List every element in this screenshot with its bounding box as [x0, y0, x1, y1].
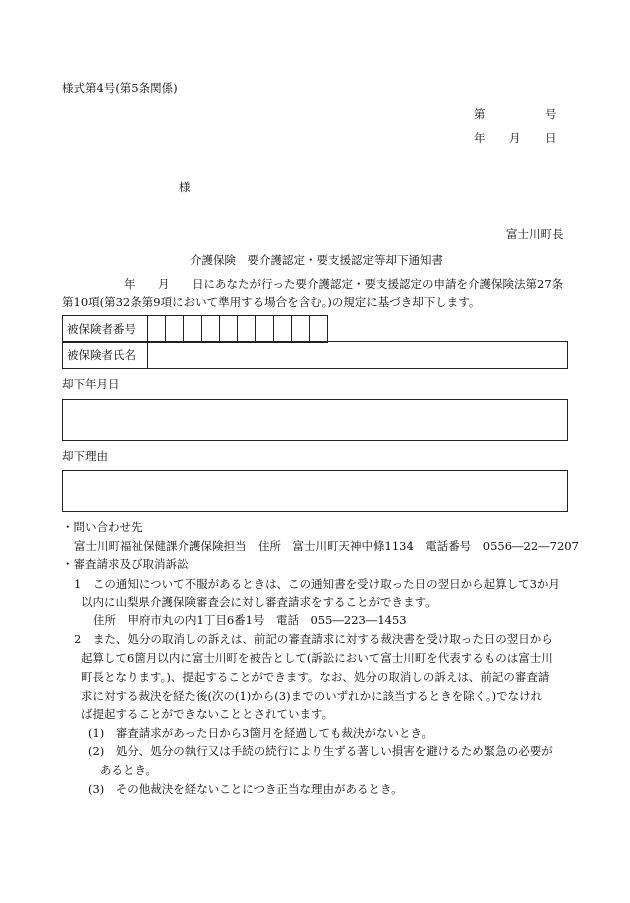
rejection-date-label: 却下年月日: [62, 377, 120, 391]
appeal-item1-line2: 以内に山梨県介護保険審査会に対し審査請求をすることができます。: [81, 595, 437, 609]
date-month: 月: [509, 131, 521, 145]
issuer: 富士川町長: [506, 227, 564, 241]
insured-number-label: 被保険者番号: [63, 316, 148, 343]
insured-number-digit[interactable]: [292, 316, 310, 343]
insured-number-digit[interactable]: [184, 316, 202, 343]
appeal-item2-line5: ば提起することができないこととされています。: [81, 707, 334, 721]
appeal-heading: ・審査請求及び取消訴訟: [62, 557, 189, 571]
form-label: 様式第4号(第5条関係): [62, 81, 178, 95]
doc-number-prefix: 第: [474, 107, 486, 121]
rejection-reason-box[interactable]: [62, 470, 568, 512]
rejection-reason-value: [63, 471, 567, 479]
rejection-date-box[interactable]: [62, 399, 568, 441]
intro-year: 年: [124, 277, 136, 291]
appeal-item1-line1: 1 この通知について不服があるときは、この通知書を受け取った日の翌日から起算して3か月: [74, 577, 560, 591]
intro-month: 月: [158, 277, 170, 291]
intro-line2: 第10項(第32条第9項において準用する場合を含む。)の規定に基づき却下します。: [62, 295, 481, 309]
appeal-item2-line3: 町長となります。)、提起することができます。なお、処分の取消しの訴えは、前記の審査請: [81, 670, 550, 684]
insured-name-row: [62, 341, 568, 369]
document-title: 介護保険 要介護認定・要支援認定等却下通知書: [190, 253, 443, 267]
insured-number-digit[interactable]: [310, 316, 328, 343]
appeal-sub2-line2: あるとき。: [100, 763, 158, 777]
date-day: 日: [545, 131, 557, 145]
intro-line1: 日にあなたが行った要介護認定・要支援認定の申請を介護保険法第27条: [192, 277, 564, 291]
appeal-sub1: (1) 審査請求があった日から3箇月を経過しても裁決がないとき。: [88, 726, 434, 740]
appeal-sub3: (3) その他裁決を経ないことにつき正当な理由があるとき。: [88, 782, 403, 796]
appeal-item1-address: 住所 甲府市丸の内1丁目6番1号 電話 055―223―1453: [93, 613, 407, 627]
insured-number-digit[interactable]: [148, 316, 166, 343]
rejection-reason-label: 却下理由: [62, 449, 108, 463]
date-year: 年: [474, 131, 486, 145]
rejection-date-value: [63, 400, 567, 408]
appeal-item2-line1: 2 また、処分の取消しの訴えは、前記の審査請求に対する裁決書を受け取った日の翌日から: [74, 632, 553, 646]
contact-heading: ・問い合わせ先: [62, 520, 143, 534]
appeal-item2-line4: 求に対する裁決を経た後(次の(1)から(3)までのいずれかに該当するときを除く。)でなけれ: [81, 689, 543, 703]
doc-number-suffix: 号: [545, 107, 557, 121]
appeal-sub2-line1: (2) 処分、処分の執行又は手続の続行により生ずる著しい損害を避けるため緊急の必要が: [88, 744, 553, 758]
recipient-suffix: 様: [179, 180, 191, 194]
insured-number-digit[interactable]: [238, 316, 256, 343]
insured-number-digit[interactable]: [202, 316, 220, 343]
insured-number-digit[interactable]: [274, 316, 292, 343]
insured-number-digit[interactable]: [166, 316, 184, 343]
appeal-item2-line2: 起算して6箇月以内に富士川町を被告として(訴訟において富士川町を代表するものは富士川: [81, 651, 553, 665]
insured-name-label: 被保険者氏名: [63, 342, 148, 368]
insured-number-digit[interactable]: [220, 316, 238, 343]
insured-number-digit[interactable]: [256, 316, 274, 343]
insured-number-table: [62, 315, 328, 343]
contact-line: 富士川町福祉保健課介護保険担当 住所 富士川町天神中條1134 電話番号 0556―22―7207: [74, 539, 579, 553]
